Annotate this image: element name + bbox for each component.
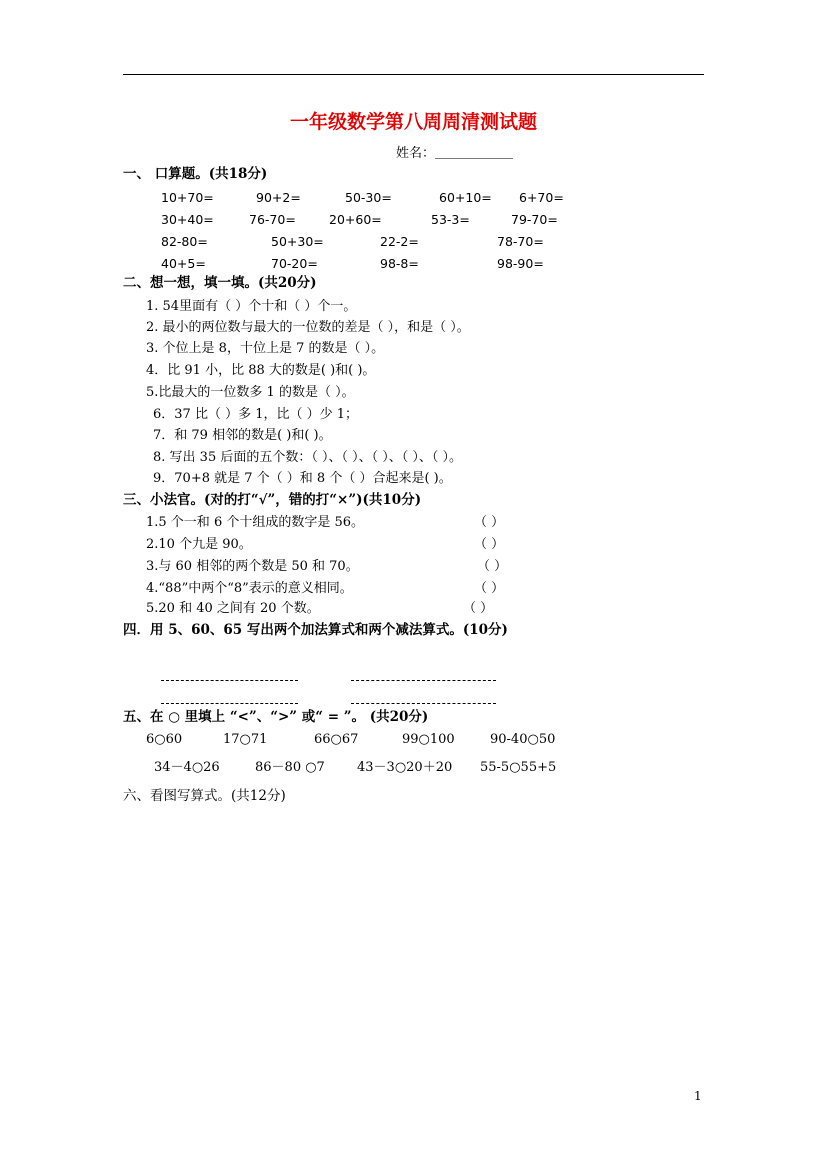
arith-r1-c1: 10+70= [161,190,214,205]
arith-r2-c3: 20+60= [329,212,382,227]
page-number: 1 [694,1089,702,1103]
judge-mark-4: （ ） [474,581,505,596]
judge-mark-3: （ ） [477,559,508,574]
answer-line-4[interactable] [351,703,496,704]
answer-line-2[interactable] [351,680,496,681]
answer-line-1[interactable] [161,680,298,681]
judge-mark-5: （ ） [463,601,494,616]
fill-item-3: 3. 个位上是 8，十位上是 7 的数是（ ）。 [146,341,385,356]
fill-item-6: 6．37 比（ ）多 1，比（ ）少 1； [153,407,359,422]
section-6-heading: 六、看图写算式。(共12分) [123,788,286,804]
judge-item-5: 5.20 和 40 之间有 20 个数。 [146,601,320,616]
judge-item-4: 4.“88”中两个“8”表示的意义相同。 [146,581,353,596]
arith-r4-c3: 98-8= [380,256,419,271]
compare-r2-c1: 34－4○26 [154,760,220,775]
compare-r2-c3: 43－3○20＋20 [357,760,453,775]
arith-r2-c5: 79-70= [511,212,558,227]
judge-mark-2: （ ） [474,537,505,552]
arith-r1-c5: 6+70= [519,190,564,205]
fill-item-1: 1. 54里面有（ ）个十和（ ）个一。 [146,299,357,314]
page-title: 一年级数学第八周周清测试题 [289,111,537,133]
judge-item-3: 3.与 60 相邻的两个数是 50 和 70。 [146,559,359,574]
arith-r1-c3: 50-30= [345,190,392,205]
section-2-heading: 二、想一想，填一填。(共20分) [123,275,317,291]
arith-r4-c1: 40+5= [161,256,206,271]
compare-r2-c2: 86－80 ○7 [255,760,325,775]
fill-item-7: 7．和 79 相邻的数是( )和( )。 [153,428,332,443]
compare-r2-c4: 55-5○55+5 [480,760,557,775]
compare-r1-c1: 6○60 [146,732,183,747]
compare-r1-c2: 17○71 [223,732,268,747]
compare-r1-c4: 99○100 [402,732,455,747]
arith-r1-c2: 90+2= [256,190,301,205]
judge-item-2: 2.10 个九是 90。 [146,537,252,552]
section-1-heading: 一、 口算题。(共18分) [123,166,268,182]
judge-mark-1: （ ） [474,515,505,530]
arith-r3-c3: 22-2= [380,234,419,249]
arith-r2-c4: 53-3= [431,212,470,227]
section-3-heading: 三、小法官。(对的打“√”，错的打“×”)(共10分) [123,492,422,508]
arith-r2-c2: 76-70= [249,212,296,227]
section-5-heading: 五、在 ○ 里填上 “<”、“>” 或“ = ”。 (共20分) [123,709,429,725]
arith-r2-c1: 30+40= [161,212,214,227]
fill-item-4: 4．比 91 小，比 88 大的数是( )和( )。 [146,363,376,378]
arith-r4-c2: 70-20= [271,256,318,271]
arith-r3-c1: 82-80= [161,234,208,249]
fill-item-2: 2. 最小的两位数与最大的一位数的差是（ ），和是（ ）。 [146,320,470,335]
compare-r1-c5: 90-40○50 [490,732,556,747]
fill-item-5: 5.比最大的一位数多 1 的数是（ ）。 [146,385,355,400]
answer-line-3[interactable] [161,703,298,704]
compare-r1-c3: 66○67 [314,732,359,747]
section-4-heading: 四．用 5、60、65 写出两个加法算式和两个减法算式。(10分) [123,622,508,638]
judge-item-1: 1.5 个一和 6 个十组成的数字是 56。 [146,515,365,530]
name-field-label: 姓名：＿＿＿＿＿＿ [396,146,514,161]
arith-r1-c4: 60+10= [439,190,492,205]
fill-item-9: 9．70+8 就是 7 个（ ）和 8 个（ ）合起来是( )。 [153,471,452,486]
arith-r3-c4: 78-70= [497,234,544,249]
top-rule [123,74,704,75]
arith-r3-c2: 50+30= [271,234,324,249]
fill-item-8: 8. 写出 35 后面的五个数：（ ）、（ ）、（ ）、（ ）、（ ）。 [153,450,463,465]
arith-r4-c4: 98-90= [497,256,544,271]
